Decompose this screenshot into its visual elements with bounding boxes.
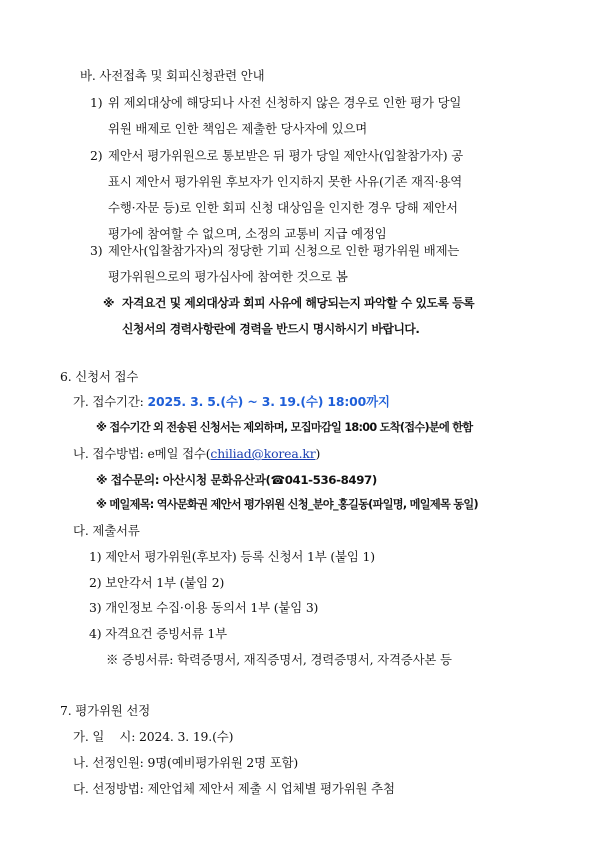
reception-method-row bbox=[73, 446, 320, 462]
doc-item-1: 1) 제안서 평가위원(후보자) 등록 신청서 1부 (붙임 1) bbox=[89, 549, 375, 564]
item-2-line-1: 제안서 평가위원으로 통보받은 뒤 평가 당일 제안사(입찰참가자) 공 bbox=[108, 148, 464, 163]
selection-count: 나. 선정인원: 9명(예비평가위원 2명 포함) bbox=[73, 755, 299, 770]
reception-period-value: 2025. 3. 5.(수) ~ 3. 19.(수) 18:00까지 bbox=[147, 394, 390, 409]
doc-item-2: 2) 보안각서 1부 (붙임 2) bbox=[89, 575, 225, 590]
item-2-line-3: 수행·자문 등)로 인한 회피 신청 대상임을 인지한 경우 당해 제안서 bbox=[108, 200, 458, 215]
doc-item-4: 4) 자격요건 증빙서류 1부 bbox=[89, 626, 227, 641]
reception-period-row bbox=[73, 394, 390, 410]
reception-method-label: 나. 접수방법: e메일 접수( bbox=[73, 446, 211, 461]
mail-subject-note: ※ 메일제목: 역사문화권 제안서 평가위원 신청_분야_홍길동(파일명, 메일제목 동일) bbox=[96, 498, 478, 511]
reception-method-close: ) bbox=[315, 446, 321, 461]
submission-docs-heading: 다. 제출서류 bbox=[73, 523, 140, 538]
section-ba-heading: 바. 사전접촉 및 회피신청관련 안내 bbox=[80, 68, 265, 83]
item-3-line-1: 제안사(입찰참가자)의 정당한 기피 신청으로 인한 평가위원 배제는 bbox=[108, 243, 460, 258]
section-6-heading: 6. 신청서 접수 bbox=[60, 369, 139, 384]
item-3-line-2: 평가위원으로의 평가심사에 참여한 것으로 봄 bbox=[108, 269, 348, 284]
selection-method: 다. 선정방법: 제안업체 제안서 제출 시 업체별 평가위원 추첨 bbox=[73, 781, 395, 796]
note-line-1: 자격요건 및 제외대상과 회피 사유에 해당되는지 파악할 수 있도록 등록 bbox=[122, 296, 475, 310]
doc-item-3: 3) 개인정보 수집·이용 동의서 1부 (붙임 3) bbox=[89, 600, 319, 615]
docs-note: ※ 증빙서류: 학력증명서, 재직증명서, 경력증명서, 자격증사본 등 bbox=[106, 652, 452, 667]
inquiry-note: ※ 접수문의: 아산시청 문화유산과(☎041-536-8497) bbox=[96, 473, 377, 487]
note-line-2: 신청서의 경력사항란에 경력을 반드시 명시하시기 바랍니다. bbox=[122, 322, 420, 336]
section-7-heading: 7. 평가위원 선정 bbox=[60, 703, 151, 718]
item-1-line-2: 위원 배제로 인한 책임은 제출한 당사자에 있으며 bbox=[108, 121, 368, 136]
email-link[interactable]: chiliad@korea.kr bbox=[210, 446, 316, 461]
item-1-number: 1) bbox=[90, 95, 103, 110]
selection-date: 가. 일 시: 2024. 3. 19.(수) bbox=[73, 729, 234, 744]
item-1-line-1: 위 제외대상에 해당되나 사전 신청하지 않은 경우로 인한 평가 당일 bbox=[108, 95, 462, 110]
item-2-line-2: 표시 제안서 평가위원 후보자가 인지하지 못한 사유(기존 재직·용역 bbox=[108, 174, 463, 189]
item-2-line-4: 평가에 참여할 수 없으며, 소정의 교통비 지급 예정임 bbox=[108, 226, 387, 241]
reception-period-note: ※ 접수기간 외 전송된 신청서는 제외하며, 모집마감일 18:00 도착(접수)분에 한함 bbox=[96, 421, 473, 434]
note-mark: ※ bbox=[103, 296, 115, 310]
item-3-number: 3) bbox=[90, 243, 103, 258]
item-2-number: 2) bbox=[90, 148, 103, 163]
reception-period-label: 가. 접수기간: bbox=[73, 394, 144, 409]
